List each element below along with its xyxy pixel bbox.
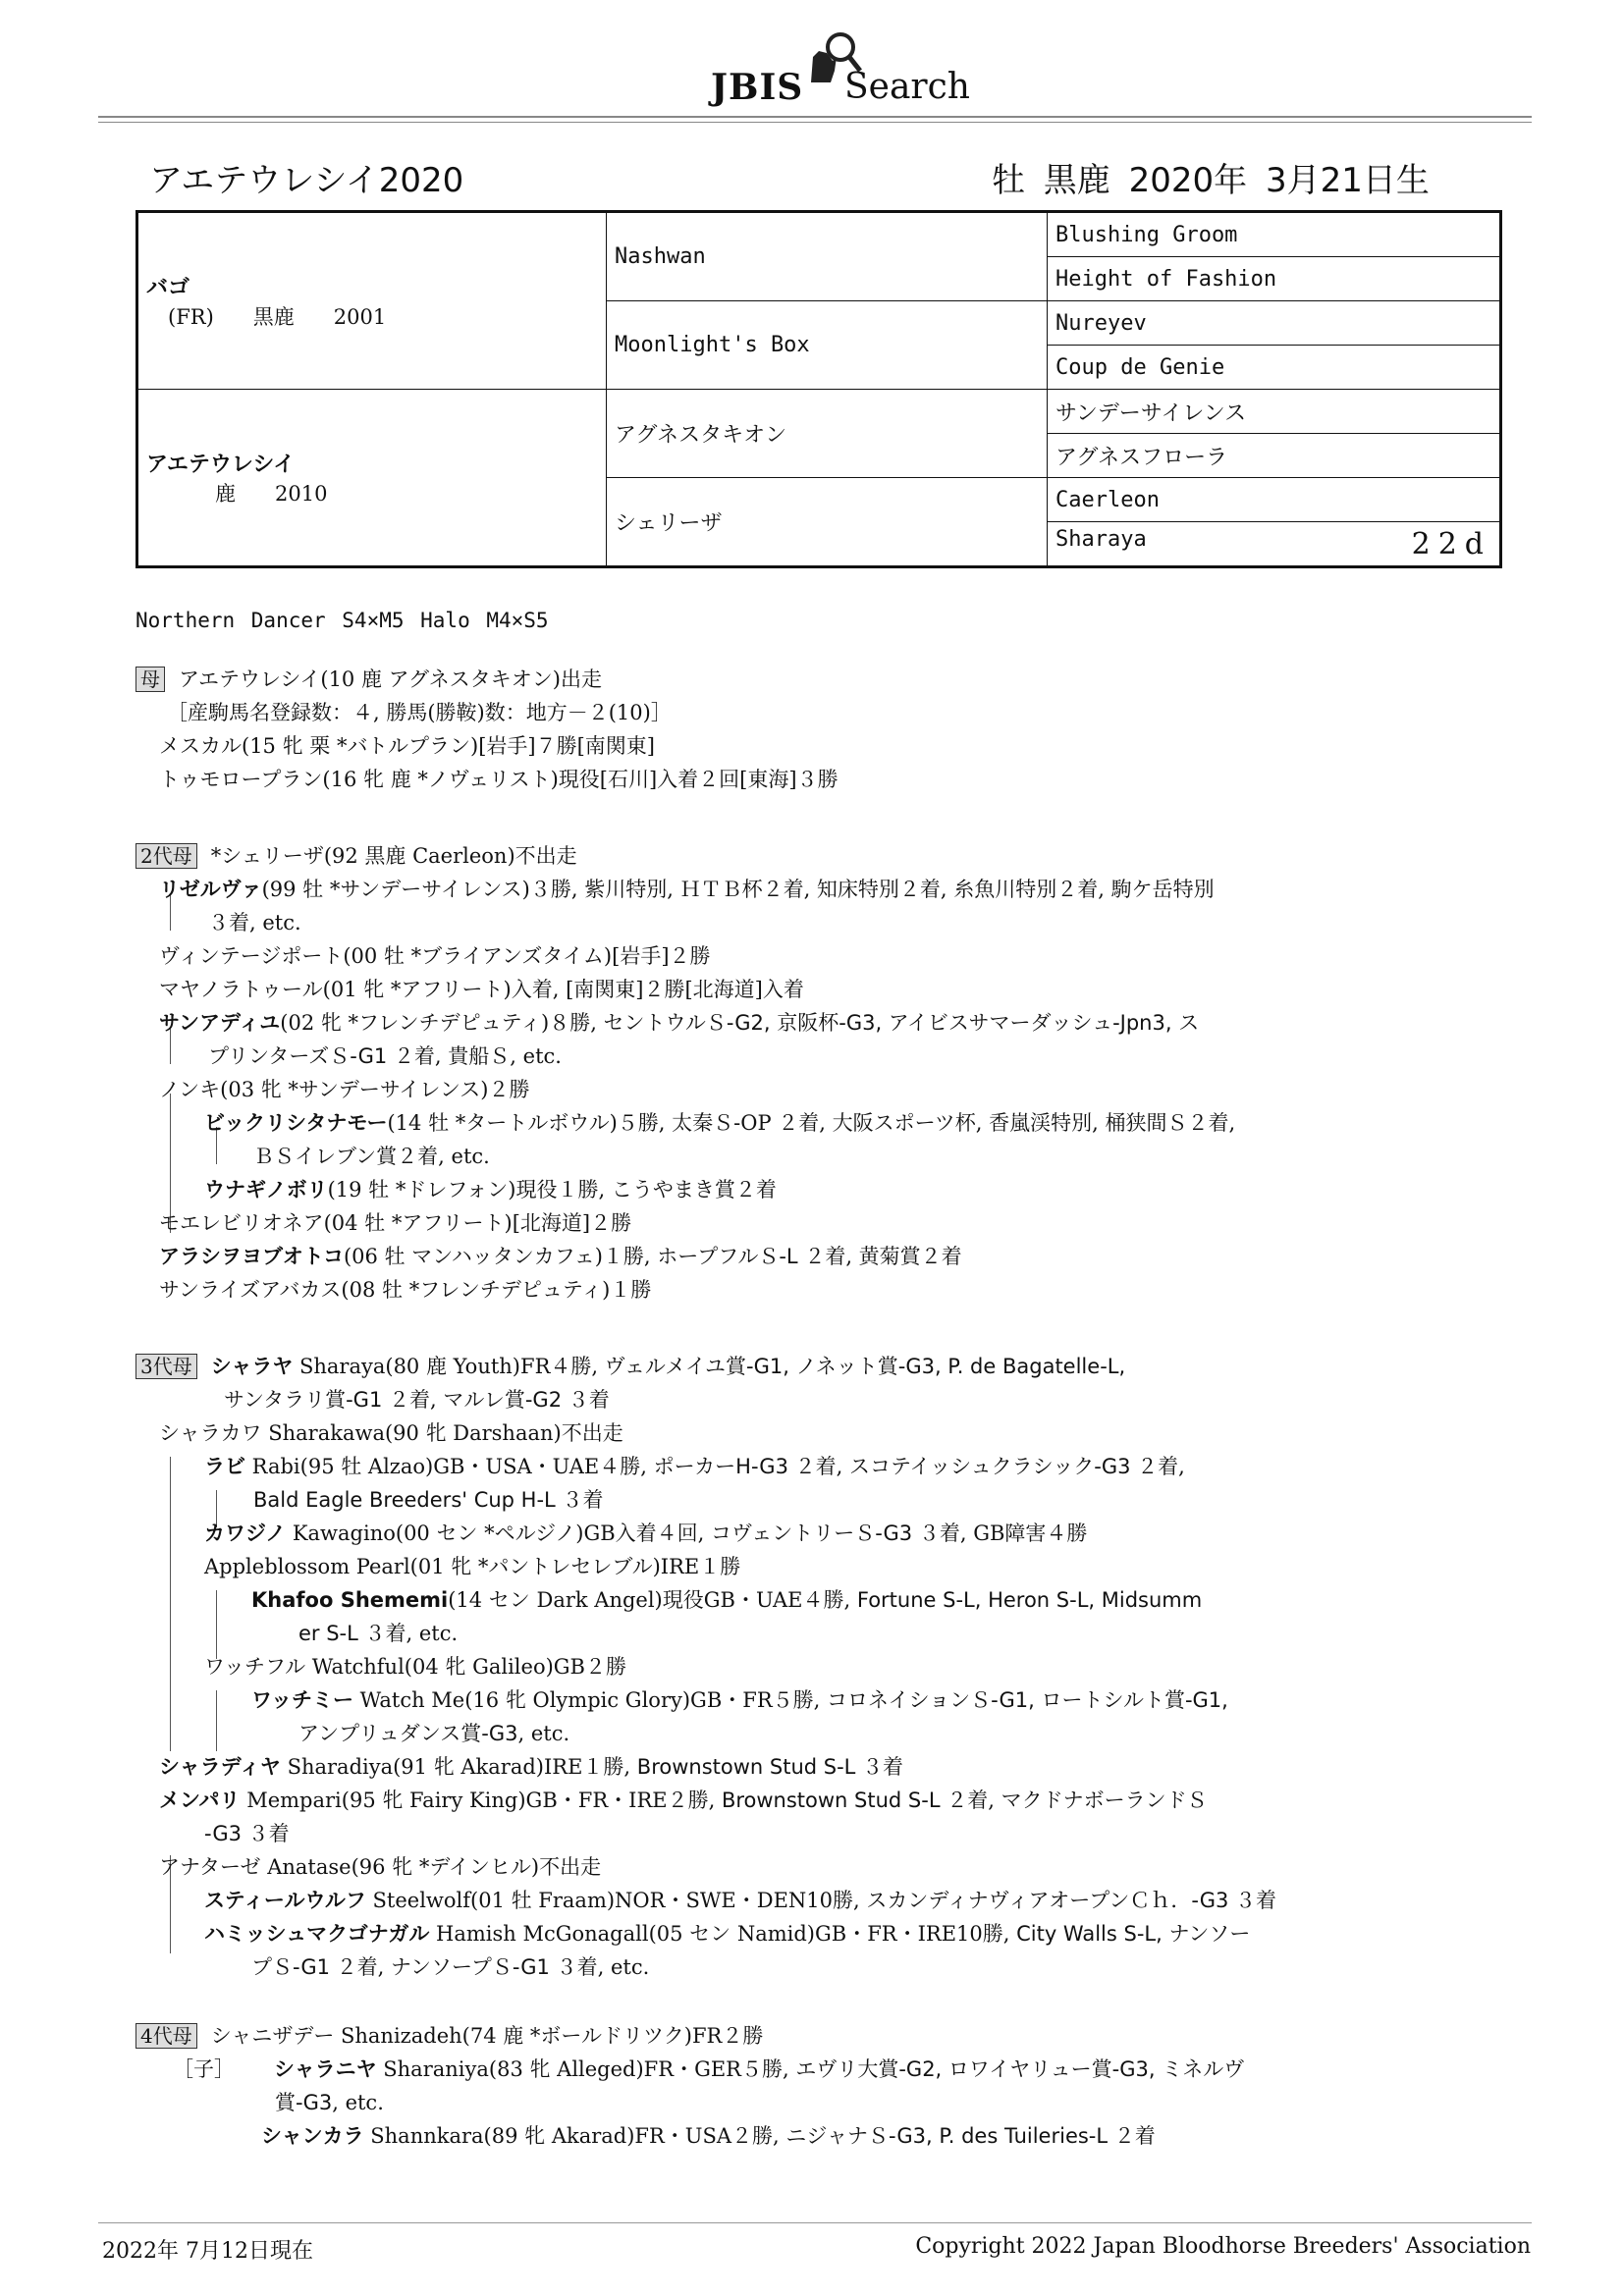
dam-entry[interactable]: アエテウレシイ(10 鹿 アグネスタキオン)出走 <box>179 667 602 691</box>
fourth-dam-entry[interactable]: シャニザデー Shanizadeh(74 鹿 *ボールドリツク)FR２勝 <box>210 2024 764 2048</box>
list-item[interactable]: サンライズアバカス(08 牡 *フレンチデピュティ)１勝 <box>159 1278 652 1302</box>
list-item-cont: er S-L ３着, etc. <box>298 1622 459 1645</box>
footer-rule <box>98 2222 1532 2223</box>
jbis-logo[interactable] <box>707 27 970 110</box>
list-item[interactable]: メンパリ Mempari(95 牝 Fairy King)GB・FR・IRE２勝, Brownstown Stud S-L ２着, マクドナボーランドＳ <box>159 1789 1208 1812</box>
list-item[interactable]: アナターゼ Anatase(96 牝 *デインヒル)不出走 <box>159 1855 602 1879</box>
list-item-cont: -G3 ３着 <box>204 1822 290 1845</box>
tree-bar <box>170 1457 171 1751</box>
footer-copyright: Copyright 2022 Japan Bloodhorse Breeders' Association <box>915 2234 1531 2259</box>
sire-cell <box>137 212 607 390</box>
list-item[interactable]: メスカル(15 牝 栗 *バトルプラン)[岩手]７勝[南関東] <box>159 734 655 758</box>
dam-cell <box>137 390 607 567</box>
list-item-cont: サンタラリ賞-G1 ２着, マルレ賞-G2 ３着 <box>224 1388 610 1412</box>
badge-4th-dam: 4代母 <box>135 2023 197 2049</box>
list-item-cont: アンプリュダンス賞-G3, etc. <box>298 1722 570 1745</box>
list-item-cont: プリンターズＳ-G1 ２着, 貴船Ｓ, etc. <box>208 1044 562 1068</box>
sire-color: 黒鹿 <box>252 305 295 329</box>
third-dam-name[interactable]: シャラヤ <box>210 1355 294 1378</box>
list-item[interactable]: モエレビリオネア(04 牡 *アフリート)[北海道]２勝 <box>159 1211 632 1235</box>
tree-bar <box>216 1590 217 1659</box>
gen3-cell-6[interactable]: アグネスフローラ <box>1048 434 1501 478</box>
pedigree-table <box>135 210 1502 568</box>
list-item[interactable]: ヴィンテージポート(00 牡 *ブライアンズタイム)[岩手]２勝 <box>159 944 711 968</box>
dam-name[interactable]: アエテウレシイ <box>146 453 296 477</box>
footer-date: 2022年 7月12日現在 <box>102 2239 313 2264</box>
gen3-cell-5[interactable]: サンデーサイレンス <box>1048 390 1501 434</box>
sire-origin: (FR) <box>168 305 214 329</box>
list-item[interactable]: リゼルヴァ(99 牡 *サンデーサイレンス)３勝, 紫川特別, ＨＴＢ杯２着, 知床特別２着, 糸魚川特別２着, 駒ケ岳特別 <box>159 878 1215 901</box>
dam-color: 鹿 <box>215 482 236 506</box>
list-item[interactable]: アラシヲヨブオトコ(06 牡 マンハッタンカフェ)１勝, ホープフルＳ-L ２着, 黄菊賞２着 <box>159 1245 962 1268</box>
logo-text-jbis: JBIS <box>711 67 804 108</box>
header-rule-thin <box>98 122 1532 123</box>
list-item[interactable]: ビックリシタナモー(14 牡 *タートルボウル)５勝, 太秦Ｓ-OP ２着, 大阪スポーツ杯, 香嵐渓特別, 桶狭間Ｓ２着, <box>204 1111 1236 1135</box>
list-item[interactable]: シャンカラ Shannkara(89 牝 Akarad)FR・USA２勝, ニジャナＳ-G3, P. des Tuileries-L ２着 <box>261 2124 1156 2148</box>
list-item[interactable]: ノンキ(03 牝 *サンデーサイレンス)２勝 <box>159 1078 530 1101</box>
list-item[interactable]: スティールウルフ Steelwolf(01 牡 Fraam)NOR・SWE・DEN10勝, スカンディナヴィアオープンＣｈ．-G3 ３着 <box>204 1889 1277 1912</box>
list-item[interactable]: シャラカワ Sharakawa(90 牝 Darshaan)不出走 <box>159 1421 623 1445</box>
list-item[interactable]: ワッチミー Watch Me(16 牝 Olympic Glory)GB・FR５勝, コロネイションＳ-G1, ロートシルト賞-G1, <box>251 1688 1228 1712</box>
sire-name[interactable]: バゴ <box>146 276 190 300</box>
gen2-cell-2[interactable]: Moonlight's Box <box>607 301 1048 390</box>
list-item[interactable]: シャラディヤ Sharadiya(91 牝 Akarad)IRE１勝, Brownstown Stud S-L ３着 <box>159 1755 904 1779</box>
list-item-cont: プＳ-G1 ２着, ナンソープＳ-G1 ３着, etc. <box>251 1955 650 1979</box>
gen3-cell-1[interactable]: Blushing Groom <box>1048 212 1501 257</box>
third-dam-line: 3代母 シャラヤ Sharaya(80 鹿 Youth)FR４勝, ヴェルメイユ賞-G1, ノネット賞-G3, P. de Bagatelle-L, <box>135 1351 1125 1380</box>
list-item[interactable]: トゥモロープラン(16 牝 鹿 *ノヴェリスト)現役[石川]入着２回[東海]３勝 <box>159 768 839 791</box>
header-rule <box>98 116 1532 118</box>
badge-dam: 母 <box>135 667 165 692</box>
list-item-cont: ＢＳイレブン賞２着, etc. <box>253 1145 490 1168</box>
inbreeding-cross: Northern Dancer S4×M5 Halo M4×S5 <box>135 609 549 632</box>
horse-info: 牡 黒鹿 2020年 3月21日生 <box>992 161 1430 200</box>
gen3-cell-8-name[interactable]: Sharaya <box>1055 526 1147 552</box>
gen3-cell-2[interactable]: Height of Fashion <box>1048 257 1501 301</box>
badge-3rd-dam: 3代母 <box>135 1354 197 1379</box>
dam-line <box>135 664 602 693</box>
dam-summary: ［産駒馬名登録数：４, 勝馬(勝鞍)数：地方－２(10)］ <box>167 701 672 724</box>
list-item-cont: 賞-G3, etc. <box>275 2091 384 2114</box>
second-dam-entry[interactable]: *シェリーザ(92 黒鹿 Caerleon)不出走 <box>210 844 577 868</box>
list-item[interactable]: ハミッシュマクゴナガル Hamish McGonagall(05 セン Namid)GB・FR・IRE10勝, City Walls S-L, ナンソー <box>204 1922 1251 1946</box>
logo-text-search: Search <box>844 67 970 107</box>
horse-name: アエテウレシイ2020 <box>149 161 464 200</box>
list-item[interactable]: Khafoo Shememi(14 セン Dark Angel)現役GB・UAE４勝, Fortune S-L, Heron S-L, Midsumm <box>251 1588 1203 1612</box>
pedigree-tag: 22d <box>1411 526 1491 561</box>
sire-year: 2001 <box>333 305 387 329</box>
gen3-cell-3[interactable]: Nureyev <box>1048 301 1501 346</box>
gen3-cell-8[interactable] <box>1048 522 1501 567</box>
list-item[interactable]: カワジノ Kawagino(00 セン *ペルジノ)GB入着４回, コヴェントリーＳ-G3 ３着, GB障害４勝 <box>204 1522 1088 1545</box>
second-dam-line <box>135 840 577 870</box>
list-item[interactable]: Appleblossom Pearl(01 牝 *パントレセレブル)IRE１勝 <box>204 1555 741 1578</box>
list-item[interactable]: ラビ Rabi(95 牡 Alzao)GB・USA・UAE４勝, ポーカーH-G3 ２着, スコテイッシュクラシック-G3 ２着, <box>204 1455 1185 1478</box>
dam-year: 2010 <box>275 482 328 506</box>
gen3-cell-4[interactable]: Coup de Genie <box>1048 346 1501 390</box>
gen2-cell-1[interactable]: Nashwan <box>607 212 1048 301</box>
tree-bar <box>216 1690 217 1751</box>
fourth-dam-line <box>135 2020 763 2050</box>
gen2-cell-4[interactable]: シェリーザ <box>607 478 1048 567</box>
gen3-cell-7[interactable]: Caerleon <box>1048 478 1501 522</box>
list-item[interactable]: ウナギノボリ(19 牡 *ドレフォン)現役１勝, こうやまき賞２着 <box>204 1178 777 1201</box>
list-item-cont: Bald Eagle Breeders' Cup H-L ３着 <box>253 1488 604 1512</box>
list-item[interactable]: マヤノラトゥール(01 牝 *アフリート)入着, [南関東]２勝[北海道]入着 <box>159 978 804 1001</box>
gen2-cell-3[interactable]: アグネスタキオン <box>607 390 1048 478</box>
list-item[interactable]: ワッチフル Watchful(04 牝 Galileo)GB２勝 <box>204 1655 626 1679</box>
badge-2nd-dam: 2代母 <box>135 843 197 869</box>
list-item[interactable]: サンアディユ(02 牝 *フレンチデピュティ)８勝, セントウルＳ-G2, 京阪杯-G3, アイビスサマーダッシュ-Jpn3, ス <box>159 1011 1200 1035</box>
list-item[interactable]: ［子］ シャラニヤ Sharaniya(83 牝 Alleged)FR・GER５勝, エヴリ大賞-G2, ロワイヤリュー賞-G3, ミネルヴ <box>173 2057 1245 2081</box>
list-item-cont: ３着, etc. <box>208 911 301 934</box>
